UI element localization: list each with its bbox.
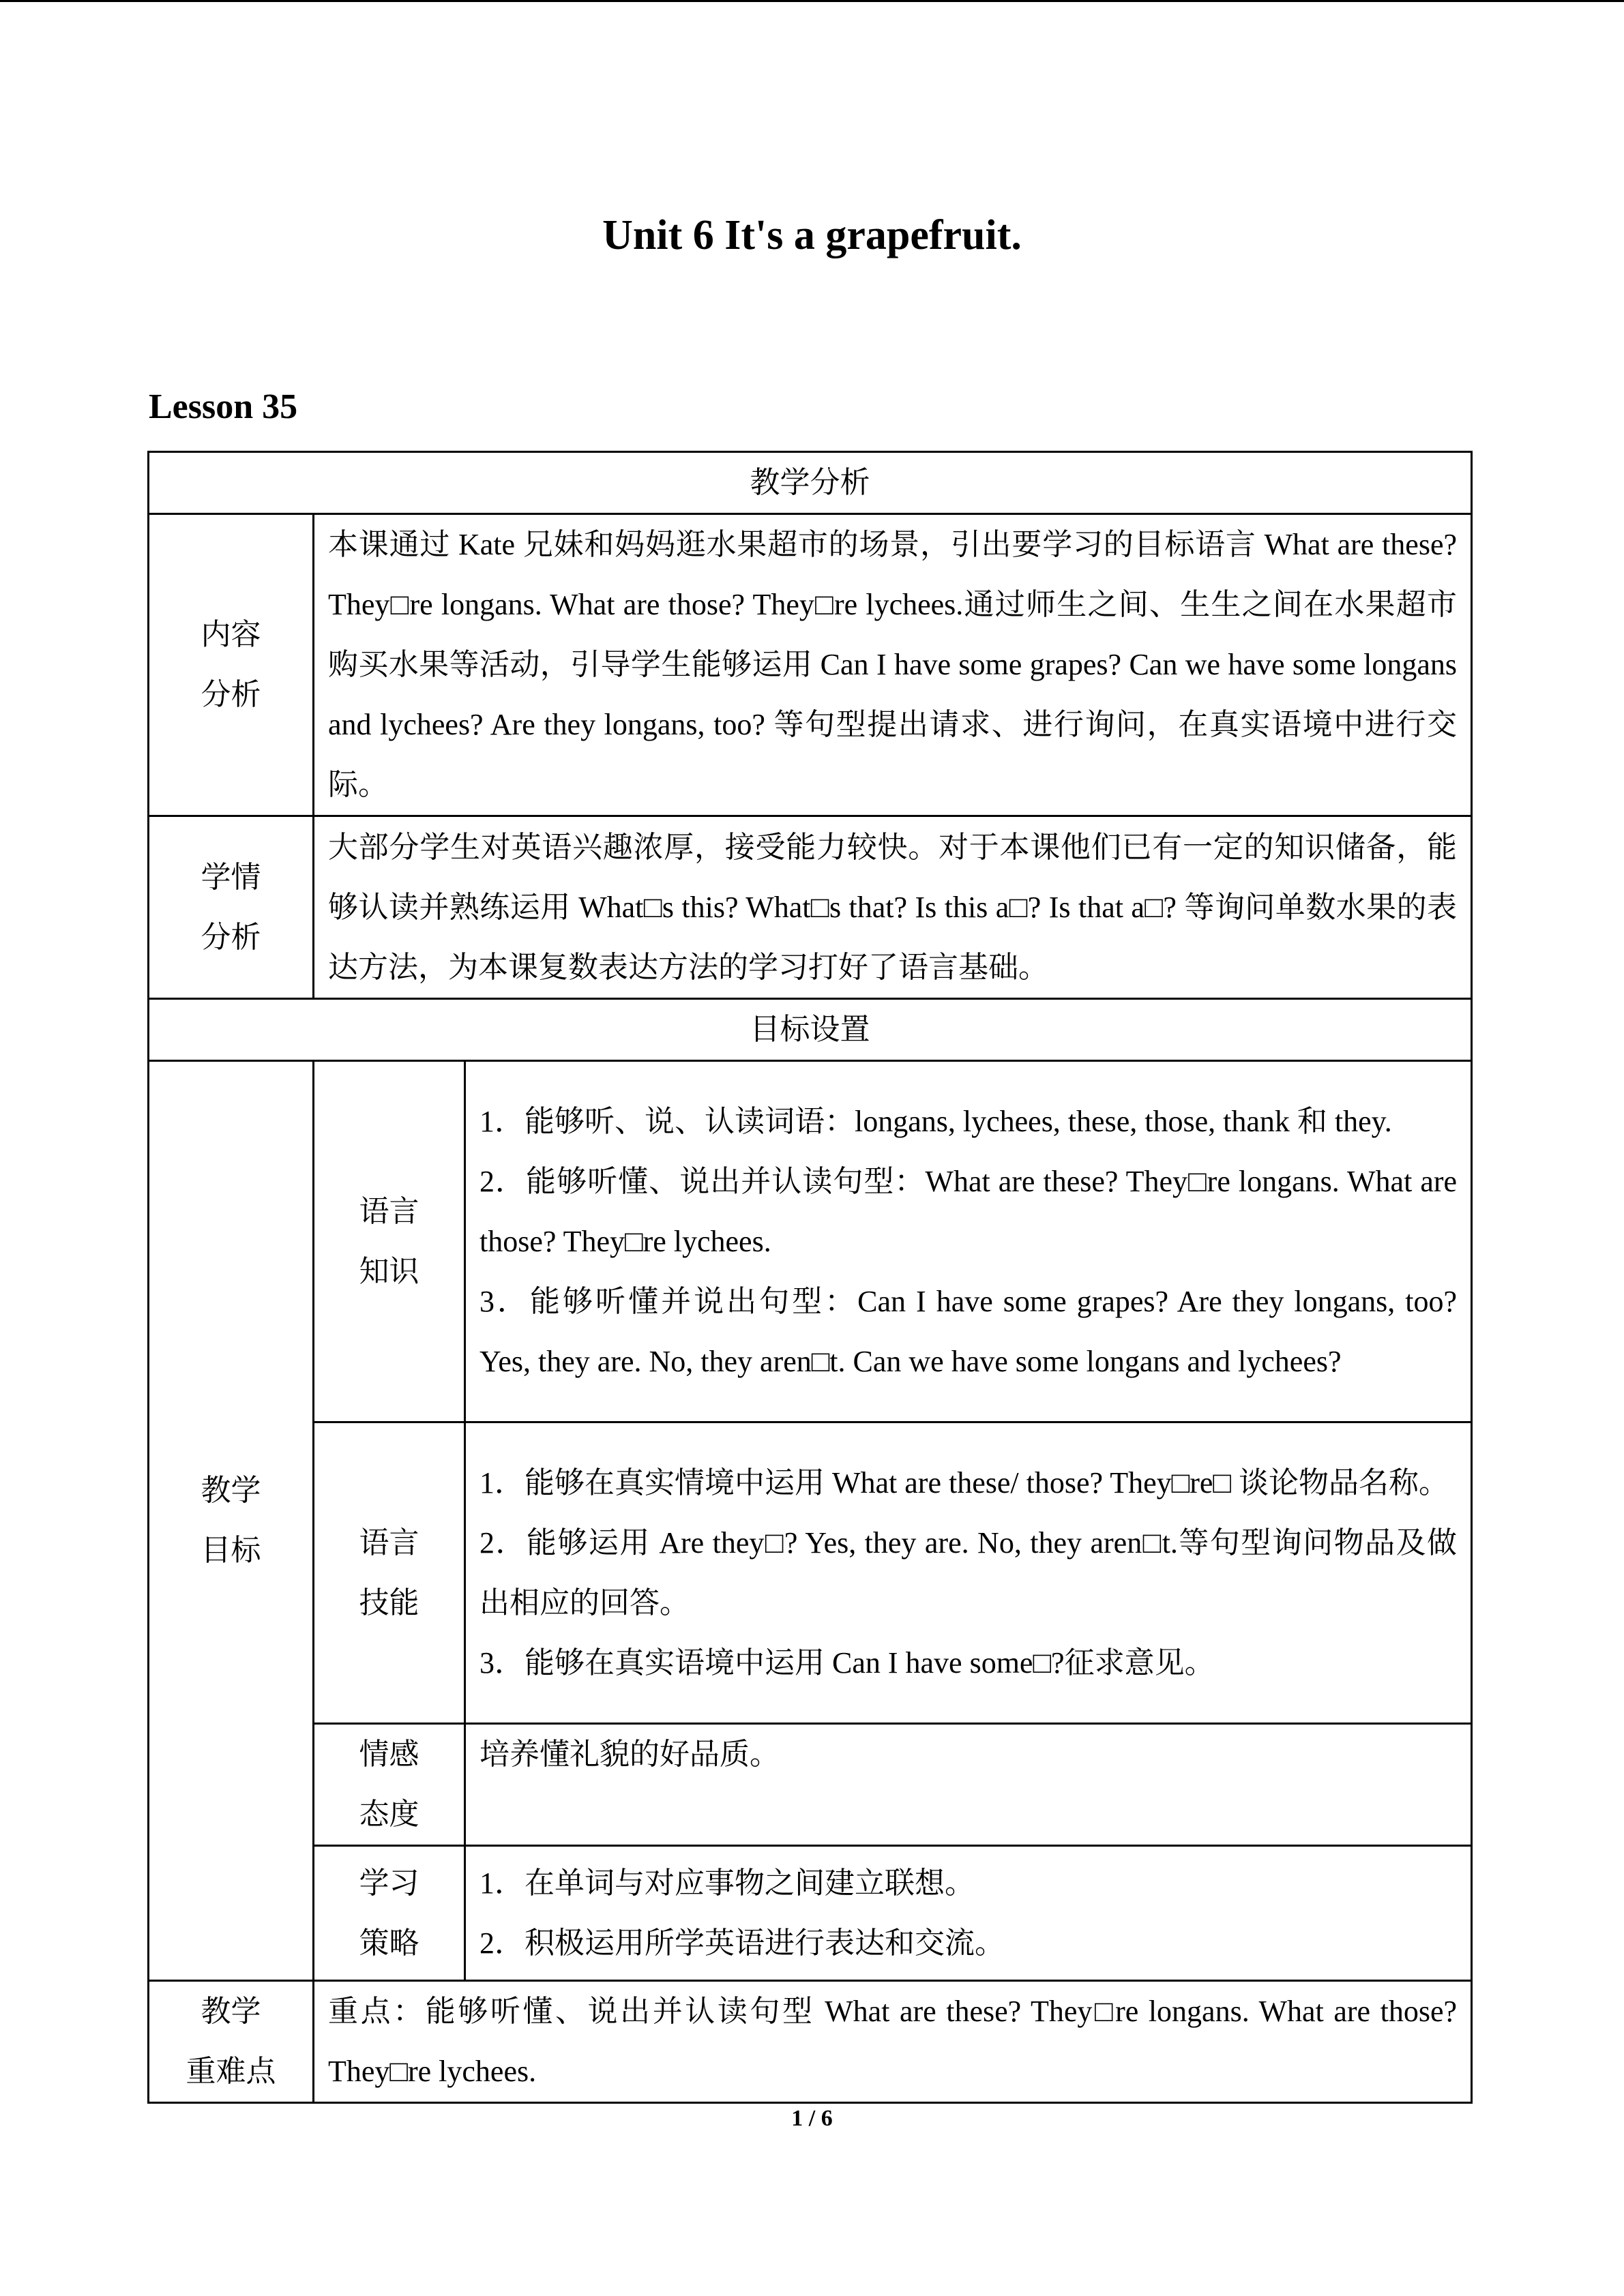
- section-header-teaching-analysis: 教学分析: [149, 452, 1472, 514]
- language-skills-text: [465, 1422, 1472, 1724]
- list-item: 2．积极运用所学英语进行表达和交流。: [479, 1926, 1005, 1960]
- label-language-skills: 语言 技能: [314, 1422, 465, 1724]
- table-row: [149, 1422, 1472, 1724]
- language-knowledge-text: [465, 1061, 1472, 1422]
- label-content-analysis: 内容 分析: [149, 514, 314, 816]
- label-emotional-attitude: 情感 态度: [314, 1724, 465, 1846]
- list-item: 2．能够运用 Are they□? Yes, they are. No, they aren□t.等句型询问物品及做出相应的回答。: [479, 1525, 1458, 1620]
- table-row: [149, 1724, 1472, 1846]
- table-row: [149, 999, 1472, 1061]
- content-analysis-text: 本课通过 Kate 兄妹和妈妈逛水果超市的场景，引出要学习的目标语言 What are these? They□re longans. What are those? They□re lychees.通过师生之间、生生之间在水果超市购买水果等活动，引导学生能够运用 Can I have some grapes? Can we have some longans and lychees? Are they longans, too? 等句型提出请求、进行询问，在真实语境中进行交际。: [314, 514, 1472, 816]
- table-row: [149, 1846, 1472, 1981]
- table-row: [149, 514, 1472, 816]
- table-row: [149, 1981, 1472, 2103]
- label-language-knowledge: 语言 知识: [314, 1061, 465, 1422]
- list-item: 3．能够听懂并说出句型：Can I have some grapes? Are they longans, too? Yes, they are. No, they aren□t. Can we have some longans and lychees?: [479, 1284, 1458, 1378]
- list-item: 1．能够在真实情境中运用 What are these/ those? They□re□ 谈论物品名称。: [479, 1465, 1449, 1500]
- document-title: Unit 6 It's a grapefruit.: [602, 212, 1022, 258]
- top-border-line: [0, 0, 1624, 2]
- table-row: [149, 816, 1472, 999]
- table-row: [149, 452, 1472, 514]
- section-header-goal-setting: 目标设置: [149, 999, 1472, 1061]
- learner-analysis-text: 大部分学生对英语兴趣浓厚，接受能力较快。对于本课他们已有一定的知识储备，能够认读并熟练运用 What□s this? What□s that? Is this a□? Is that a□? 等询问单数水果的表达方法，为本课复数表达方法的学习打好了语言基础。: [314, 816, 1472, 999]
- label-teaching-objectives: 教学 目标: [149, 1061, 314, 1981]
- page-number: 1 / 6: [791, 2106, 833, 2131]
- table-row: [149, 1061, 1472, 1422]
- key-difficult-points-text: 重点：能够听懂、说出并认读句型 What are these? They□re longans. What are those? They□re lychees.: [314, 1981, 1472, 2103]
- lesson-title: Lesson 35: [149, 387, 298, 426]
- list-item: 1．在单词与对应事物之间建立联想。: [479, 1866, 975, 1900]
- label-learner-analysis: 学情 分析: [149, 816, 314, 999]
- list-item: 3．能够在真实语境中运用 Can I have some□?征求意见。: [479, 1645, 1215, 1680]
- emotional-attitude-text: 培养懂礼貌的好品质。: [465, 1724, 1472, 1846]
- lesson-plan-table: [147, 451, 1473, 2104]
- list-item: 2．能够听懂、说出并认读句型：What are these? They□re longans. What are those? They□re lychees.: [479, 1164, 1458, 1258]
- label-learning-strategies: 学习 策略: [314, 1846, 465, 1981]
- list-item: 1．能够听、说、认读词语：longans, lychees, these, those, thank 和 they.: [479, 1104, 1392, 1138]
- label-key-difficult-points: 教学 重难点: [149, 1981, 314, 2103]
- learning-strategies-text: [465, 1846, 1472, 1981]
